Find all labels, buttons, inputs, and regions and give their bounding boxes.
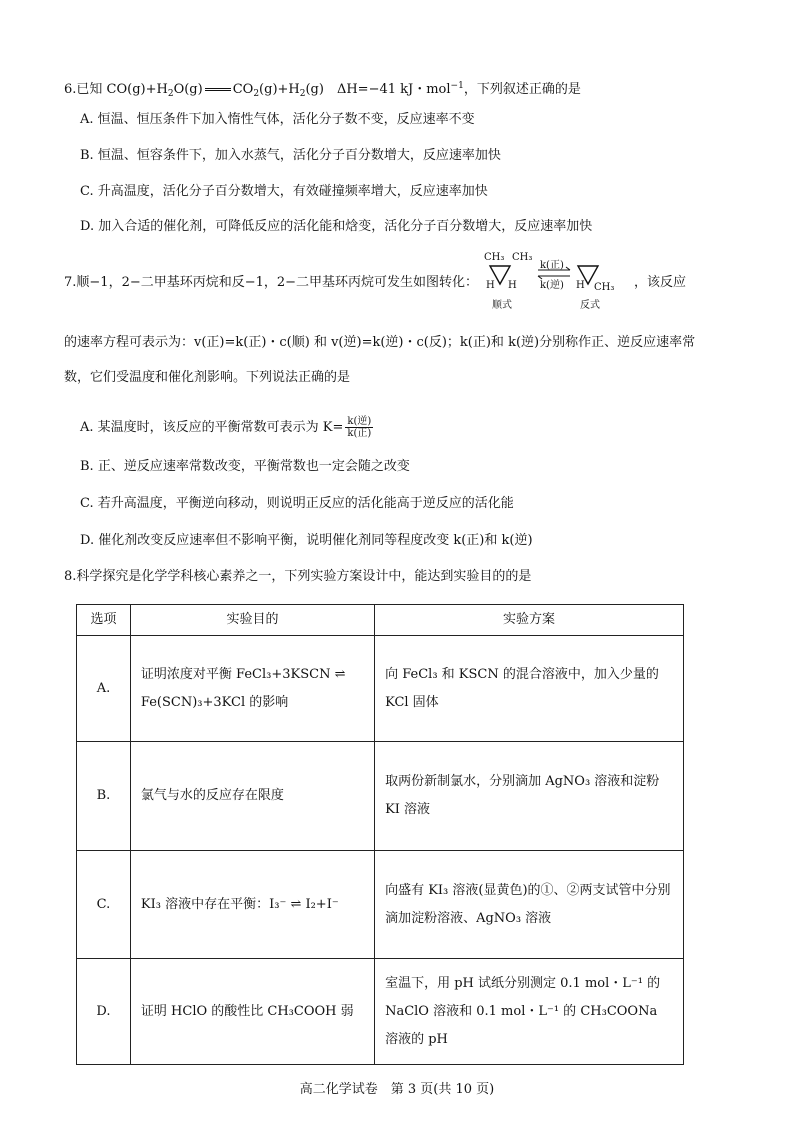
q7-stem-3: 数，它们受温度和催化剂影响。下列说法正确的是 xyxy=(64,370,351,385)
row-plan: 室温下，用 pH 试纸分别测定 0.1 mol・L⁻¹ 的 NaClO 溶液和 0.1 mol・L⁻¹ 的 CH₃COONa 溶液的 pH xyxy=(375,959,684,1065)
trans-label: 反式 xyxy=(580,300,600,311)
h-label: H xyxy=(508,280,517,291)
row-purpose: 氯气与水的反应存在限度 xyxy=(130,742,374,851)
ch3-label: CH₃ xyxy=(594,282,615,293)
row-plan: 向盛有 KI₃ 溶液(显黄色)的①、②两支试管中分别滴加淀粉溶液、AgNO₃ 溶液 xyxy=(375,851,684,959)
q7-stem-1: 7.顺−1，2−二甲基环丙烷和反−1，2−二甲基环丙烷可发生如图转化： xyxy=(64,275,479,290)
h-label: H xyxy=(486,280,495,291)
row-option: C. xyxy=(77,851,131,959)
fraction-numerator: k(逆) xyxy=(347,416,372,427)
q6-option-c: C. 升高温度，活化分子百分数增大，有效碰撞频率增大，反应速率加快 xyxy=(80,184,488,199)
ch3-label: CH₃ xyxy=(512,252,533,263)
row-plan: 向 FeCl₃ 和 KSCN 的混合溶液中，加入少量的 KCl 固体 xyxy=(375,636,684,742)
page-footer: 高二化学试卷 第 3 页(共 10 页) xyxy=(299,1082,495,1097)
ch3-label: CH₃ xyxy=(484,252,505,263)
h-label: H xyxy=(576,280,585,291)
q7-option-c: C. 若升高温度，平衡逆向移动，则说明正反应的活化能高于逆反应的活化能 xyxy=(80,496,514,511)
row-purpose: 证明浓度对平衡 FeCl₃+3KSCN ⇌ Fe(SCN)₃+3KCl 的影响 xyxy=(130,636,374,742)
q6-stem-part: (g) ΔH=−41 kJ・mol xyxy=(305,82,451,97)
q7-option-a xyxy=(80,414,373,442)
q6-option-a: A. 恒温、恒压条件下加入惰性气体，活化分子数不变，反应速率不变 xyxy=(80,112,475,127)
table-row xyxy=(77,851,684,959)
row-plan: 取两份新制氯水，分别滴加 AgNO₃ 溶液和淀粉 KI 溶液 xyxy=(375,742,684,851)
equilibrium-constant-fraction xyxy=(345,416,373,439)
q7-stem-1-end: ，该反应 xyxy=(634,275,687,290)
table-row xyxy=(77,636,684,742)
q6-stem-part: ，下列叙述正确的是 xyxy=(463,82,581,97)
q7-stem-2: 的速率方程可表示为：v(正)=k(正)・c(顺) 和 v(逆)=k(逆)・c(反)；k(正)和 k(逆)分别称作正、逆反应速率常 xyxy=(64,335,696,350)
q6-option-d: D. 加入合适的催化剂，可降低反应的活化能和焓变，活化分子百分数增大，反应速率加快 xyxy=(80,219,593,234)
q6-option-b: B. 恒温、恒容条件下，加入水蒸气，活化分子百分数增大，反应速率加快 xyxy=(80,148,501,163)
cyclopropane-conversion-diagram xyxy=(484,252,624,314)
q8-stem: 8.科学探究是化学学科核心素养之一，下列实验方案设计中，能达到实验目的的是 xyxy=(64,569,532,584)
row-option: B. xyxy=(77,742,131,851)
row-option: A. xyxy=(77,636,131,742)
header-option: 选项 xyxy=(77,605,131,636)
q6-stem-part: 6.已知 CO(g)+H xyxy=(64,82,168,97)
row-purpose: KI₃ 溶液中存在平衡：I₃⁻ ⇌ I₂+I⁻ xyxy=(130,851,374,959)
experiment-table xyxy=(76,604,684,1065)
row-option: D. xyxy=(77,959,131,1065)
q6-stem-part: (g)+H xyxy=(259,82,300,97)
header-plan: 实验方案 xyxy=(375,605,684,636)
table-row xyxy=(77,742,684,851)
q6-stem: 6.已知 $CO(g)+H_2O(g)$ $CO_2(g)+H_2(g)$ ΔH=−41 kJ・mol$^{-1}$，下列叙述正确的是 xyxy=(64,81,581,99)
cis-label: 顺式 xyxy=(492,300,512,311)
table-header-row xyxy=(77,605,684,636)
q7-option-d: D. 催化剂改变反应速率但不影响平衡，说明催化剂同等程度改变 k(正)和 k(逆) xyxy=(80,533,533,548)
table-row xyxy=(77,959,684,1065)
equilibrium-arrow xyxy=(205,88,231,91)
q6-stem-part: O(g) xyxy=(173,82,203,97)
q6-stem-part: CO xyxy=(232,82,254,97)
fraction-denominator: k(正) xyxy=(347,428,372,439)
reverse-rate-constant: k(逆) xyxy=(540,280,564,291)
header-purpose: 实验目的 xyxy=(130,605,374,636)
forward-rate-constant: k(正) xyxy=(540,260,564,271)
q7-option-b: B. 正、逆反应速率常数改变，平衡常数也一定会随之改变 xyxy=(80,459,410,474)
q7-option-a-text: A. 某温度时，该反应的平衡常数可表示为 K= xyxy=(80,420,344,435)
row-purpose: 证明 HClO 的酸性比 CH₃COOH 弱 xyxy=(130,959,374,1065)
